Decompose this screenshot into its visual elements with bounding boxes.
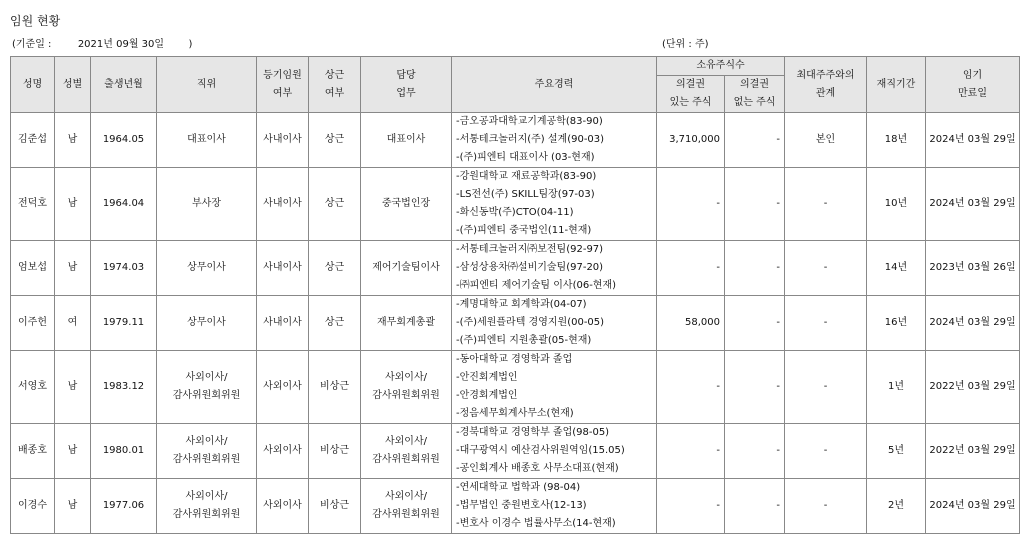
cell-duty-line: 감사위원회위원 — [372, 390, 440, 401]
cell-registered: 사내이사 — [257, 113, 309, 168]
header-gender: 성별 — [55, 57, 91, 113]
cell-birth: 1983.12 — [91, 351, 157, 424]
cell-name: 배종호 — [11, 424, 55, 479]
cell-voting: - — [657, 168, 725, 241]
cell-career-line: -경북대학교 경영학부 졸업(98-05) — [456, 427, 610, 438]
base-date-label: (기준일 : — [12, 39, 52, 50]
cell-duty — [361, 296, 452, 351]
cell-fulltime: 상근 — [309, 241, 361, 296]
header-nonvoting: 의결권 없는 주식 — [725, 76, 785, 113]
cell-career — [452, 424, 657, 479]
cell-registered: 사내이사 — [257, 296, 309, 351]
cell-career-line: -안진회계법인 — [456, 372, 518, 383]
cell-position — [157, 351, 257, 424]
cell-relation: - — [785, 351, 867, 424]
cell-duty — [361, 168, 452, 241]
cell-duty — [361, 479, 452, 534]
cell-duty-line: 사외이사/ — [384, 491, 427, 502]
cell-duty — [361, 351, 452, 424]
cell-career-line: -금오공과대학교기계공학(83-90) — [456, 116, 603, 127]
cell-name: 엄보섭 — [11, 241, 55, 296]
cell-career — [452, 168, 657, 241]
cell-position-line: 사외이사/ — [185, 491, 228, 502]
cell-fulltime: 비상근 — [309, 479, 361, 534]
cell-career-line: -서통테크놀러지(주) 설계(90-03) — [456, 134, 605, 145]
cell-term: 2024년 03월 29일 — [926, 296, 1020, 351]
cell-fulltime: 비상근 — [309, 424, 361, 479]
cell-duty-line: 사외이사/ — [384, 436, 427, 447]
cell-position — [157, 424, 257, 479]
cell-career-line: -(주)피엔티 지원총괄(05-현재) — [456, 335, 592, 346]
header-voting: 의결권 있는 주식 — [657, 76, 725, 113]
cell-duty — [361, 113, 452, 168]
cell-relation: - — [785, 424, 867, 479]
base-date-value: 2021년 09월 30일 — [77, 39, 165, 50]
cell-fulltime: 상근 — [309, 168, 361, 241]
header-term: 임기 만료일 — [926, 57, 1020, 113]
page-title: 임원 현황 — [10, 14, 61, 28]
cell-position-line: 감사위원회위원 — [172, 454, 241, 465]
header-fulltime: 상근 여부 — [309, 57, 361, 113]
cell-tenure: 18년 — [867, 113, 926, 168]
table-row — [11, 351, 1020, 424]
cell-term: 2022년 03월 29일 — [926, 424, 1020, 479]
cell-career-line: -계명대학교 회계학과(04-07) — [456, 299, 587, 310]
cell-voting: 3,710,000 — [657, 113, 725, 168]
cell-name: 이경수 — [11, 479, 55, 534]
cell-registered: 사외이사 — [257, 424, 309, 479]
cell-gender: 여 — [55, 296, 91, 351]
unit-label: (단위 : 주) — [662, 39, 709, 50]
cell-career — [452, 296, 657, 351]
cell-tenure: 14년 — [867, 241, 926, 296]
cell-relation: - — [785, 168, 867, 241]
cell-tenure: 1년 — [867, 351, 926, 424]
cell-career-line: -정음세무회계사무소(현재) — [456, 408, 574, 419]
cell-career — [452, 351, 657, 424]
cell-gender: 남 — [55, 113, 91, 168]
cell-duty-line: 중국법인장 — [381, 198, 431, 209]
cell-birth: 1979.11 — [91, 296, 157, 351]
cell-relation: - — [785, 296, 867, 351]
cell-registered: 사내이사 — [257, 168, 309, 241]
cell-career-line: -(주)세원플라텍 경영지원(00-05) — [456, 317, 605, 328]
cell-position — [157, 296, 257, 351]
cell-position-line: 사외이사/ — [185, 372, 228, 383]
cell-gender: 남 — [55, 241, 91, 296]
header-registered: 등기임원 여부 — [257, 57, 309, 113]
cell-term: 2024년 03월 29일 — [926, 168, 1020, 241]
cell-birth: 1974.03 — [91, 241, 157, 296]
cell-position-line: 상무이사 — [187, 262, 226, 273]
table-row — [11, 424, 1020, 479]
cell-career — [452, 479, 657, 534]
cell-career-line: -안경회계법인 — [456, 390, 518, 401]
cell-career — [452, 241, 657, 296]
cell-birth: 1980.01 — [91, 424, 157, 479]
cell-career-line: -법무법인 중원변호사(12-13) — [456, 500, 587, 511]
cell-relation: - — [785, 241, 867, 296]
cell-voting: - — [657, 479, 725, 534]
cell-tenure: 5년 — [867, 424, 926, 479]
cell-term: 2024년 03월 29일 — [926, 113, 1020, 168]
cell-gender: 남 — [55, 168, 91, 241]
header-tenure: 재직기간 — [867, 57, 926, 113]
table-row — [11, 168, 1020, 241]
cell-fulltime: 상근 — [309, 296, 361, 351]
cell-career-line: -연세대학교 법학과 (98-04) — [456, 482, 581, 493]
cell-career-line: -LS전선(주) SKILL팀장(97-03) — [456, 189, 595, 200]
cell-birth: 1964.05 — [91, 113, 157, 168]
cell-duty — [361, 241, 452, 296]
cell-gender: 남 — [55, 479, 91, 534]
cell-relation: - — [785, 479, 867, 534]
base-date — [12, 35, 192, 50]
table-row — [11, 241, 1020, 296]
table-row — [11, 113, 1020, 168]
table-body — [11, 113, 1020, 534]
table-row — [11, 296, 1020, 351]
cell-position — [157, 241, 257, 296]
cell-name: 서영호 — [11, 351, 55, 424]
cell-duty-line: 대표이사 — [386, 134, 426, 145]
cell-position-line: 감사위원회위원 — [172, 509, 241, 520]
cell-career-line: -화신동박(주)CTO(04-11) — [456, 207, 574, 218]
cell-duty-line: 재무회계총괄 — [377, 317, 435, 328]
cell-voting: - — [657, 241, 725, 296]
cell-nonvoting: - — [725, 241, 785, 296]
cell-position — [157, 479, 257, 534]
cell-relation: 본인 — [785, 113, 867, 168]
cell-registered: 사외이사 — [257, 351, 309, 424]
cell-career-line: -강원대학교 재료공학과(83-90) — [456, 171, 597, 182]
cell-voting: - — [657, 351, 725, 424]
table-row — [11, 479, 1020, 534]
cell-nonvoting: - — [725, 424, 785, 479]
cell-career-line: -(주)피엔티 대표이사 (03-현재) — [456, 152, 595, 163]
cell-fulltime: 비상근 — [309, 351, 361, 424]
cell-position — [157, 168, 257, 241]
cell-position — [157, 113, 257, 168]
cell-career-line: -㈜피엔티 제어기술팀 이사(06-현재) — [456, 280, 617, 291]
cell-nonvoting: - — [725, 296, 785, 351]
cell-career — [452, 113, 657, 168]
header-row — [11, 57, 1020, 76]
cell-career-line: -동아대학교 경영학과 졸업 — [456, 354, 573, 365]
cell-tenure: 10년 — [867, 168, 926, 241]
cell-nonvoting: - — [725, 479, 785, 534]
cell-career-line: -서통테크놀러지㈜보전팀(92-97) — [456, 244, 604, 255]
header-shares: 소유주식수 — [657, 57, 785, 76]
header-position: 직위 — [157, 57, 257, 113]
cell-career-line: -삼성상용차㈜설비기술팀(97-20) — [456, 262, 604, 273]
cell-registered: 사내이사 — [257, 241, 309, 296]
cell-nonvoting: - — [725, 113, 785, 168]
header-birth: 출생년월 — [91, 57, 157, 113]
cell-term: 2022년 03월 29일 — [926, 351, 1020, 424]
executives-table — [10, 56, 1020, 534]
cell-name: 이주헌 — [11, 296, 55, 351]
cell-name: 전덕호 — [11, 168, 55, 241]
cell-term: 2023년 03월 26일 — [926, 241, 1020, 296]
cell-gender: 남 — [55, 351, 91, 424]
cell-nonvoting: - — [725, 351, 785, 424]
header-name: 성명 — [11, 57, 55, 113]
cell-duty-line: 사외이사/ — [384, 372, 427, 383]
cell-career-line: -(주)피엔티 중국법인(11-현재) — [456, 225, 592, 236]
cell-registered: 사외이사 — [257, 479, 309, 534]
header-career: 주요경력 — [452, 57, 657, 113]
cell-tenure: 16년 — [867, 296, 926, 351]
cell-birth: 1977.06 — [91, 479, 157, 534]
cell-voting: 58,000 — [657, 296, 725, 351]
cell-duty — [361, 424, 452, 479]
cell-tenure: 2년 — [867, 479, 926, 534]
cell-voting: - — [657, 424, 725, 479]
base-date-close: ) — [188, 39, 193, 50]
header-duty: 담당 업무 — [361, 57, 452, 113]
cell-career-line: -변호사 이경수 법률사무소(14-현재) — [456, 518, 616, 529]
cell-nonvoting: - — [725, 168, 785, 241]
cell-career-line: -대구광역시 예산검사위원역임(15.05) — [456, 445, 625, 456]
cell-position-line: 부사장 — [192, 198, 221, 209]
cell-term: 2024년 03월 29일 — [926, 479, 1020, 534]
cell-position-line: 대표이사 — [187, 134, 226, 145]
cell-position-line: 상무이사 — [187, 317, 226, 328]
cell-position-line: 감사위원회위원 — [172, 390, 241, 401]
header-relation: 최대주주와의 관계 — [785, 57, 867, 113]
cell-fulltime: 상근 — [309, 113, 361, 168]
cell-gender: 남 — [55, 424, 91, 479]
cell-duty-line: 감사위원회위원 — [372, 454, 440, 465]
cell-career-line: -공인회계사 배종호 사무소대표(현재) — [456, 463, 619, 474]
cell-name: 김준섭 — [11, 113, 55, 168]
cell-position-line: 사외이사/ — [185, 436, 228, 447]
cell-birth: 1964.04 — [91, 168, 157, 241]
cell-duty-line: 감사위원회위원 — [372, 509, 440, 520]
cell-duty-line: 제어기술팀이사 — [372, 262, 440, 273]
